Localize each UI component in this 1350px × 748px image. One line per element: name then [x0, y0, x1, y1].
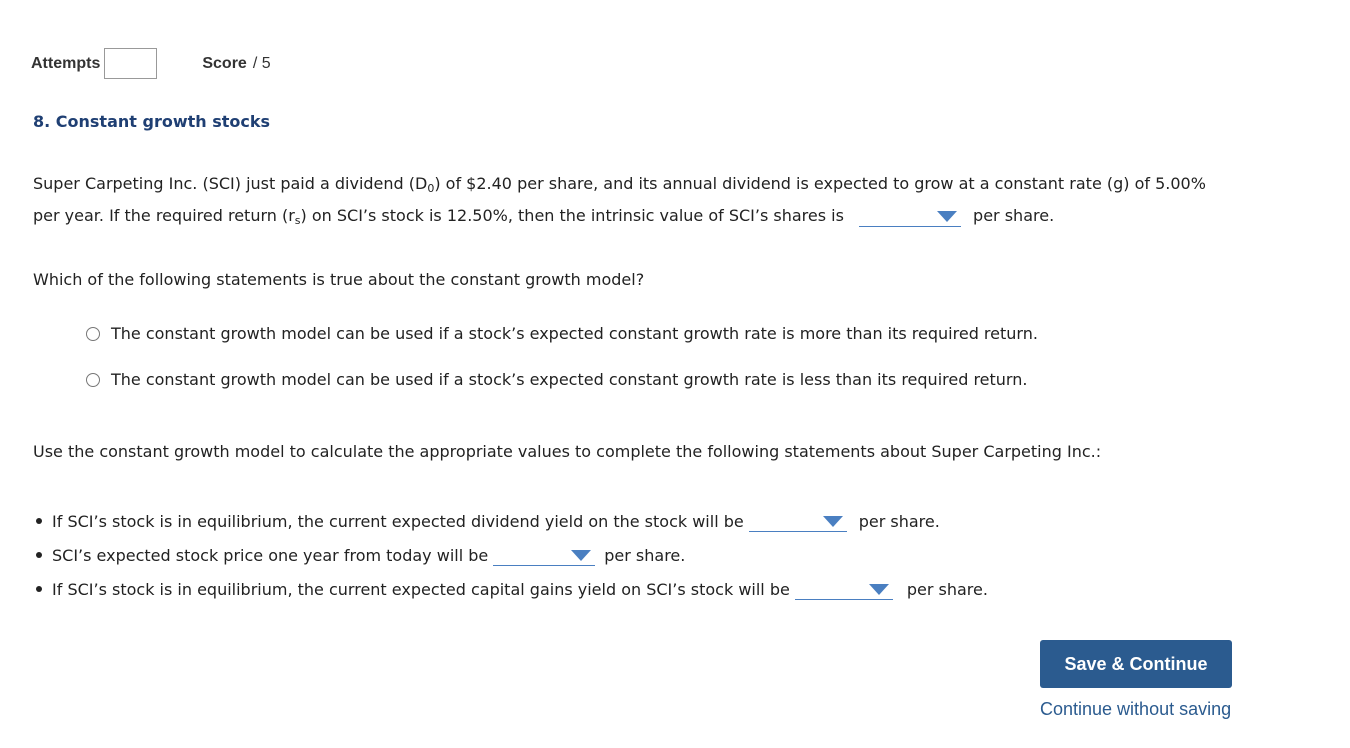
- score-label: Score: [202, 54, 247, 72]
- per-share-suffix: per share.: [906, 579, 988, 599]
- capital-gains-yield-dropdown[interactable]: [795, 575, 893, 600]
- bullet-icon: [36, 518, 42, 524]
- question-2-prompt: Which of the following statements is true about the constant growth model?: [33, 270, 645, 289]
- continue-without-saving-link[interactable]: Continue without saving: [1040, 699, 1232, 719]
- expected-price-dropdown[interactable]: [493, 541, 595, 566]
- statement-text: If SCI’s stock is in equilibrium, the current expected capital gains yield on SCI’s stock will be: [52, 579, 790, 599]
- subscript: 0: [427, 182, 435, 195]
- per-share-suffix: per share.: [858, 511, 940, 531]
- list-item: [33, 572, 988, 606]
- statement-list: [33, 504, 988, 606]
- radio-option-2[interactable]: [86, 370, 1027, 389]
- subscript: s: [294, 214, 301, 227]
- paragraph-text: ) of $2.40 per share, and its annual dividend is expected to grow at a constant rate (g) of 5.00%: [434, 174, 1206, 193]
- question-title: 8. Constant growth stocks: [33, 112, 271, 131]
- paragraph-text: Super Carpeting Inc. (SCI) just paid a dividend (D: [33, 174, 428, 193]
- dropdown-arrow-icon: [823, 516, 843, 527]
- paragraph-text: per year. If the required return (r: [33, 206, 295, 225]
- attempts-box: [104, 48, 157, 79]
- dropdown-arrow-icon: [571, 550, 591, 561]
- radio-button-icon[interactable]: [86, 327, 100, 341]
- intrinsic-value-dropdown[interactable]: [859, 202, 961, 227]
- radio-button-icon[interactable]: [86, 373, 100, 387]
- save-and-continue-button[interactable]: Save & Continue: [1040, 640, 1232, 688]
- dividend-yield-dropdown[interactable]: [749, 507, 847, 532]
- per-share-suffix: per share.: [973, 206, 1055, 225]
- dropdown-arrow-icon: [869, 584, 889, 595]
- score-value: / 5: [252, 54, 271, 72]
- radio-option-1[interactable]: [86, 324, 1038, 343]
- attempts-score-bar: [31, 46, 271, 81]
- question-3-prompt: Use the constant growth model to calculate the appropriate values to complete the following statements about Super Carpeting Inc.:: [33, 442, 1102, 461]
- per-share-suffix: per share.: [604, 545, 686, 565]
- paragraph-text: ) on SCI’s stock is 12.50%, then the intrinsic value of SCI’s shares is: [300, 206, 844, 225]
- bullet-icon: [36, 552, 42, 558]
- bullet-icon: [36, 586, 42, 592]
- question-paragraph-line-2: [33, 200, 1054, 237]
- radio-option-label: The constant growth model can be used if a stock’s expected constant growth rate is more than its required return.: [111, 324, 1038, 343]
- dropdown-arrow-icon: [937, 211, 957, 222]
- list-item: [33, 538, 988, 572]
- radio-option-label: The constant growth model can be used if a stock’s expected constant growth rate is less than its required return.: [111, 370, 1028, 389]
- statement-text: If SCI’s stock is in equilibrium, the current expected dividend yield on the stock will be: [52, 511, 744, 531]
- statement-text: SCI’s expected stock price one year from today will be: [52, 545, 489, 565]
- attempts-label: Attempts: [31, 54, 101, 72]
- list-item: [33, 504, 988, 538]
